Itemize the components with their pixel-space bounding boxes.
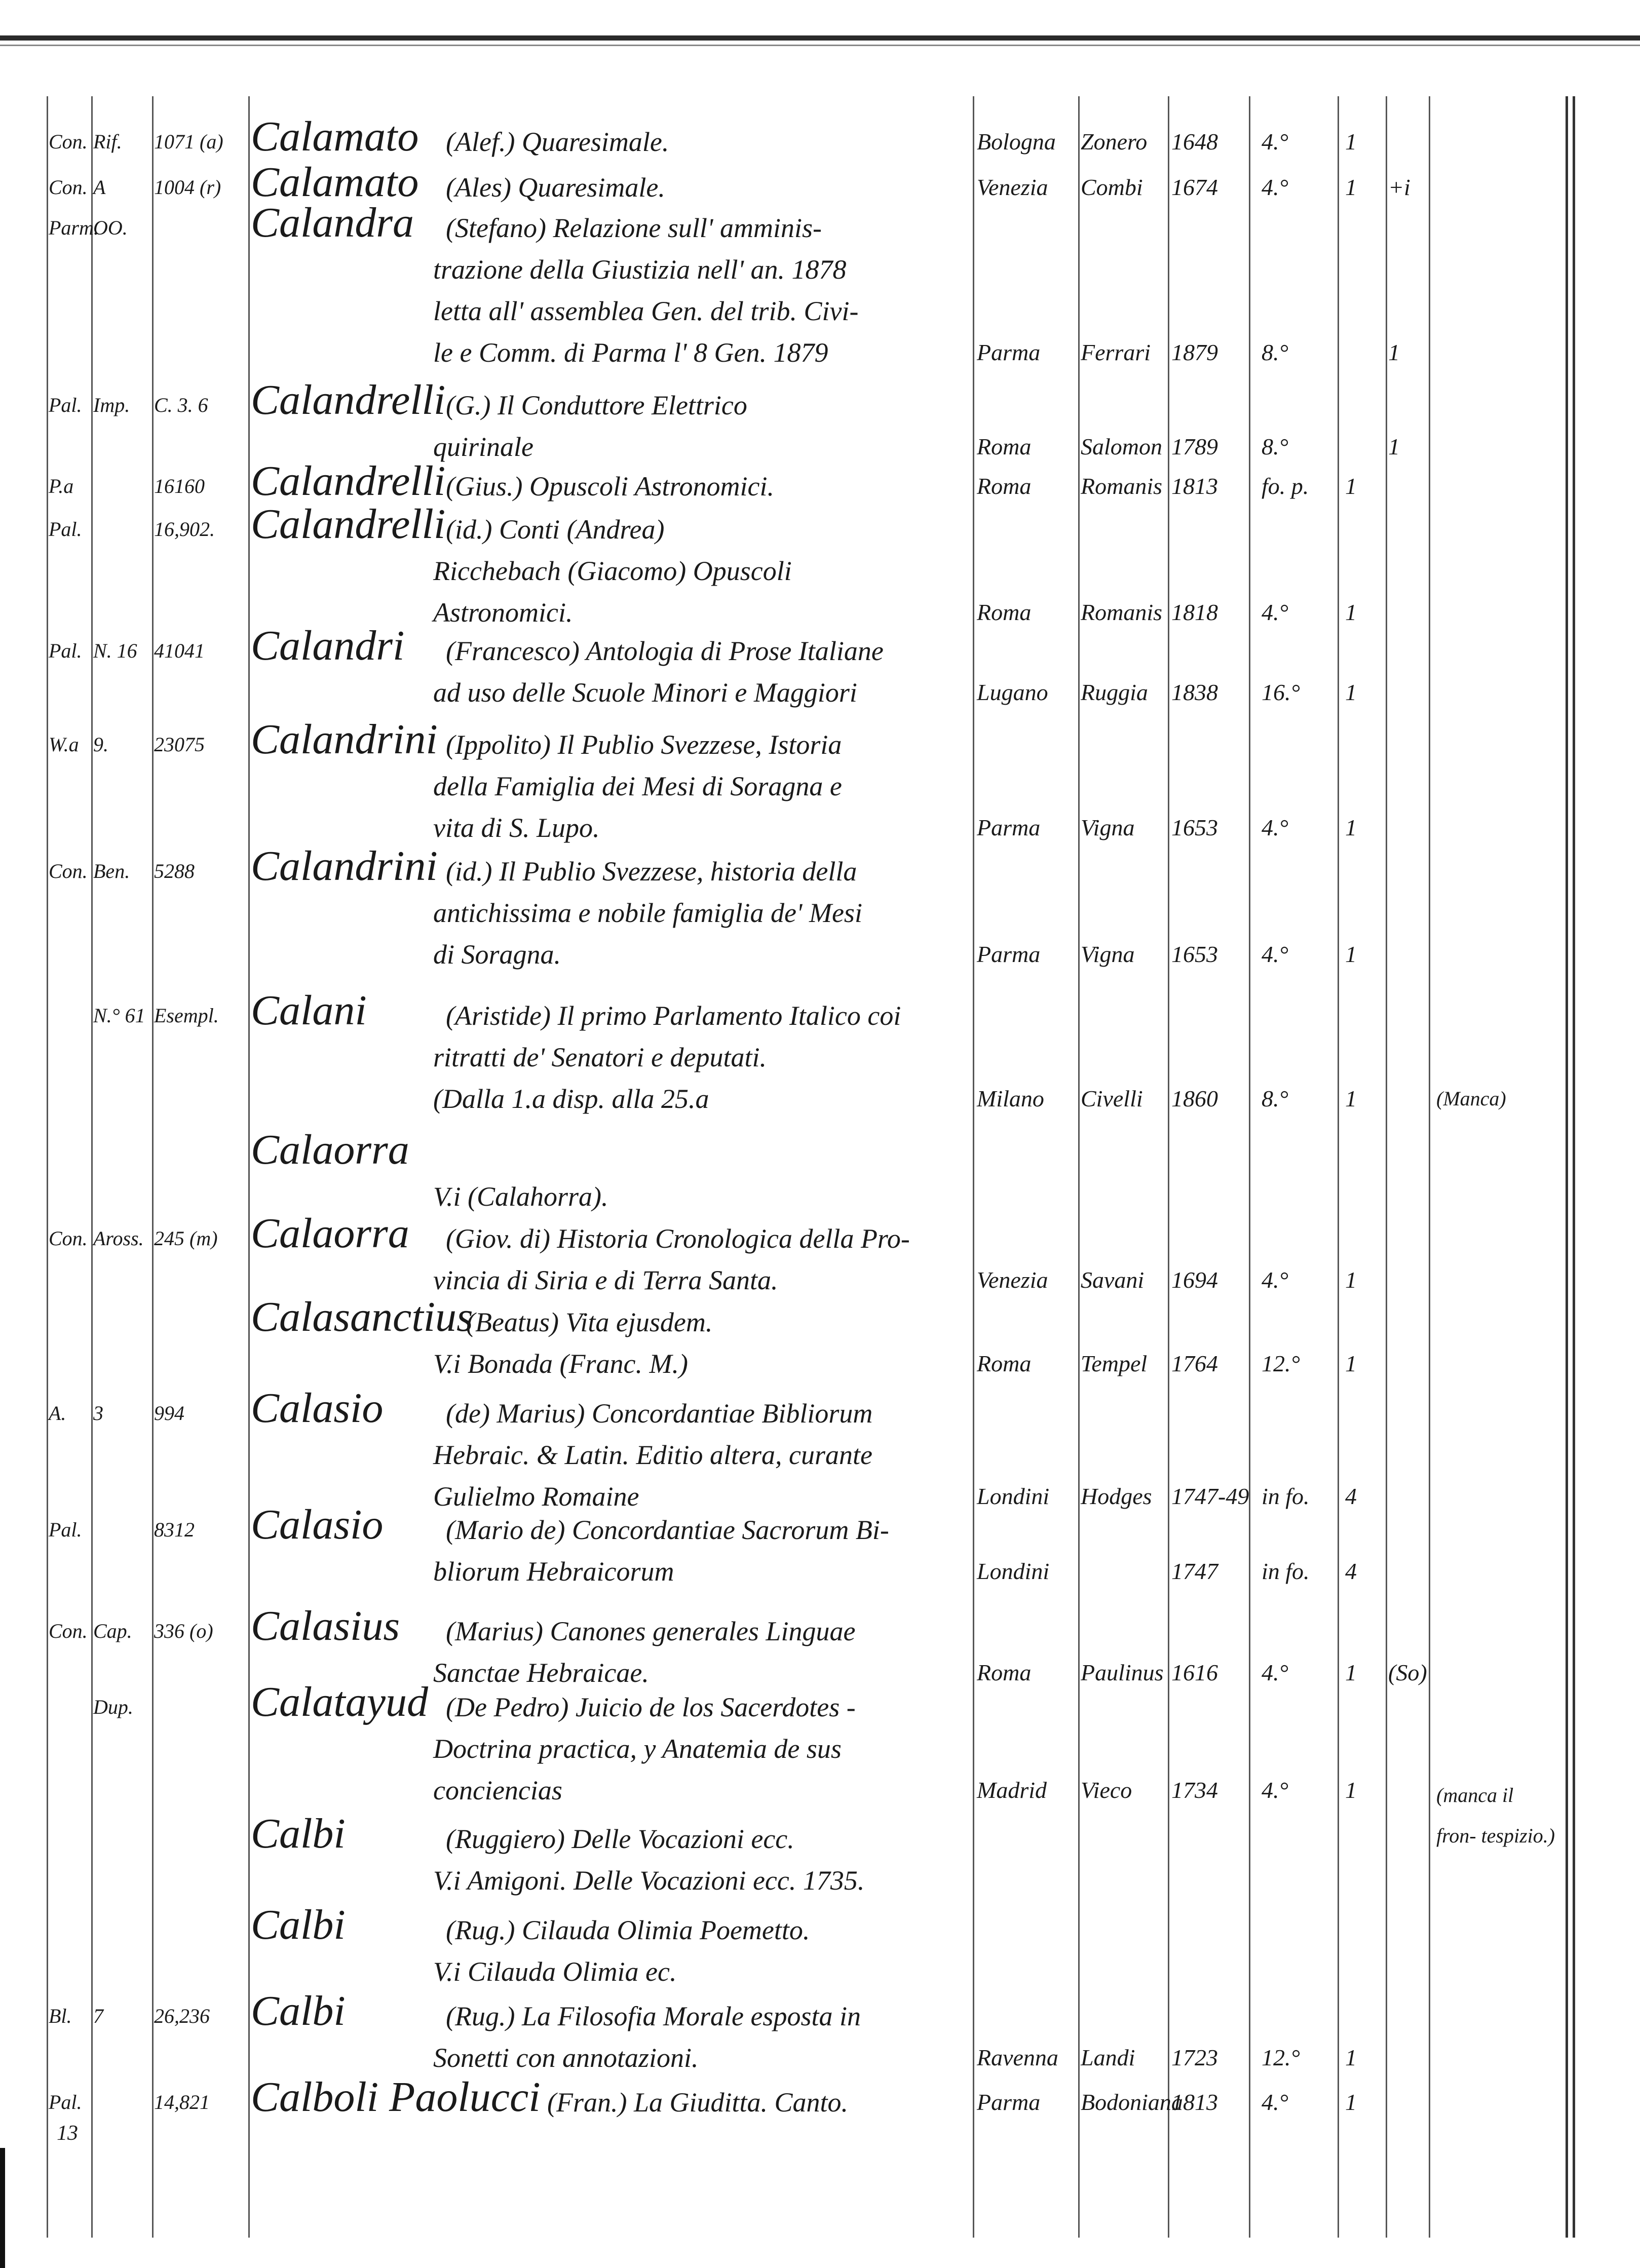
shelf-code: Con. (49, 860, 88, 882)
catalog-number: 8312 (154, 1518, 195, 1541)
title-text: (Francesco) Antologia di Prose Italiane (446, 636, 884, 666)
printer: Civelli (1081, 1086, 1143, 1111)
remark: (Manca) (1436, 1087, 1506, 1110)
title-continuation: ad uso delle Scuole Minori e Maggiori (433, 677, 857, 708)
catalog-number: 14,821 (154, 2091, 210, 2113)
printer: Tempel (1081, 1351, 1148, 1376)
year: 1813 (1171, 2089, 1218, 2115)
printer: Hodges (1081, 1483, 1152, 1509)
author-name: Calandrelli (251, 376, 446, 424)
author-name: Calasius (251, 1602, 400, 1649)
author-name: Calbi (251, 1901, 346, 1948)
year: 1860 (1171, 1086, 1218, 1111)
column-rule (1573, 96, 1575, 2238)
format: 12.° (1262, 1351, 1300, 1376)
format: fo. p. (1262, 473, 1309, 499)
year: 1747 (1171, 1558, 1218, 1584)
title-continuation: vita di S. Lupo. (433, 813, 600, 843)
volumes: 1 (1345, 473, 1357, 499)
year: 1879 (1171, 339, 1218, 365)
shelf-code: Con. (49, 130, 88, 153)
author-name: Calbi (251, 1810, 346, 1857)
title-text: (id.) Conti (Andrea) (446, 514, 665, 545)
shelf-code: Con. (49, 176, 88, 199)
title-text: (Gius.) Opuscoli Astronomici. (446, 471, 774, 502)
title-continuation: antichissima e nobile famiglia de' Mesi (433, 898, 862, 928)
volumes: 1 (1345, 1086, 1357, 1111)
shelf-code: P.a (49, 475, 74, 497)
format: 16.° (1262, 679, 1300, 705)
title-continuation: Doctrina practica, y Anatemia de sus (433, 1734, 842, 1764)
catalog-number: 994 (154, 1402, 184, 1425)
author-name: Calatayud (251, 1678, 428, 1725)
title-continuation: V.i Amigoni. Delle Vocazioni ecc. 1735. (433, 1865, 865, 1896)
title-continuation: di Soragna. (433, 939, 561, 970)
author-name: Calboli Paolucci (251, 2073, 541, 2121)
column-rule (47, 96, 48, 2238)
shelf-code: Pal. (49, 1518, 82, 1541)
title-continuation: della Famiglia dei Mesi di Soragna e (433, 771, 842, 801)
author-name: Calandrini (251, 842, 438, 890)
printer: Vigna (1081, 815, 1135, 840)
title-text: (Rug.) Cilauda Olimia Poemetto. (446, 1915, 810, 1945)
column-rule (1429, 96, 1430, 2238)
printer: Landi (1081, 2045, 1135, 2070)
volumes: 1 (1345, 679, 1357, 705)
copies: 1 (1388, 434, 1400, 459)
title-continuation: Sonetti con annotazioni. (433, 2043, 699, 2073)
title-continuation: le e Comm. di Parma l' 8 Gen. 1879 (433, 337, 828, 368)
shelf-section: Dup. (93, 1696, 133, 1718)
author-name: Calaorra (251, 1210, 409, 1257)
title-continuation: letta all' assemblea Gen. del trib. Civi- (433, 296, 859, 326)
format: 12.° (1262, 2045, 1300, 2070)
shelf-code: Pal. (49, 639, 82, 662)
title-text: (Mario de) Concordantiae Sacrorum Bi- (446, 1515, 889, 1545)
place-of-publication: Londini (977, 1483, 1050, 1509)
shelf-section: N. 16 (93, 639, 137, 662)
title-text: (G.) Il Conduttore Elettrico (446, 390, 747, 420)
shelf-section: Cap. (93, 1620, 132, 1642)
title-text: (de) Marius) Concordantiae Bibliorum (446, 1398, 873, 1429)
printer: Paulinus (1081, 1660, 1164, 1685)
title-continuation: quirinale (433, 432, 533, 462)
shelf-section: N.° 61 (93, 1004, 145, 1027)
place-of-publication: Ravenna (977, 2045, 1058, 2070)
year: 1648 (1171, 129, 1218, 155)
column-rule (973, 96, 974, 2238)
place-of-publication: Parma (977, 941, 1041, 967)
volumes: 1 (1345, 1777, 1357, 1803)
place-of-publication: Parma (977, 339, 1041, 365)
format: 4.° (1262, 1267, 1288, 1293)
title-continuation: bliorum Hebraicorum (433, 1556, 674, 1587)
author-name: Calandra (251, 199, 414, 246)
title-continuation: Hebraic. & Latin. Editio altera, curante (433, 1440, 872, 1470)
title-continuation: Ricchebach (Giacomo) Opuscoli (433, 556, 792, 586)
catalog-number: 16160 (154, 475, 205, 497)
title-text: (Fran.) La Giuditta. Canto. (547, 2087, 849, 2118)
year: 1616 (1171, 1660, 1218, 1685)
author-name: Calaorra (251, 1126, 409, 1173)
format: 4.° (1262, 174, 1288, 200)
title-continuation: Sanctae Hebraicae. (433, 1658, 649, 1688)
format: 4.° (1262, 941, 1288, 967)
catalog-number: 1071 (a) (154, 130, 223, 153)
title-text: (Rug.) La Filosofia Morale esposta in (446, 2001, 861, 2031)
volumes: 1 (1345, 2089, 1357, 2115)
title-continuation: V.i Cilauda Olimia ec. (433, 1956, 677, 1987)
author-name: Calandrelli (251, 457, 446, 505)
column-rule (1249, 96, 1250, 2238)
catalog-number: 5288 (154, 860, 195, 882)
printer: Savani (1081, 1267, 1145, 1293)
shelf-section: A (93, 176, 106, 199)
page-top-edge-line (0, 45, 1640, 46)
author-name: Calani (251, 987, 367, 1034)
shelf-section: Ben. (93, 860, 130, 882)
author-name: Calamato (251, 159, 419, 206)
shelf-section: Aross. (93, 1227, 144, 1250)
catalog-number: 245 (m) (154, 1227, 218, 1250)
volumes: 1 (1345, 2045, 1357, 2070)
shelf-section: 7 (93, 2005, 103, 2027)
year: 1734 (1171, 1777, 1218, 1803)
column-rule (1338, 96, 1339, 2238)
place-of-publication: Venezia (977, 174, 1048, 200)
author-name: Calandrini (251, 716, 438, 763)
volumes: 1 (1345, 174, 1357, 200)
year: 1789 (1171, 434, 1218, 459)
author-name: Calasio (251, 1385, 384, 1432)
volumes: 1 (1345, 1351, 1357, 1376)
format: in fo. (1262, 1558, 1310, 1584)
shelf-code: Con. (49, 1227, 88, 1250)
year: 1838 (1171, 679, 1218, 705)
year: 1764 (1171, 1351, 1218, 1376)
shelf-section: Imp. (93, 394, 130, 416)
title-continuation: Gulielmo Romaine (433, 1481, 639, 1512)
volumes: 1 (1345, 1660, 1357, 1685)
shelf-code: Parm. (49, 216, 99, 239)
printer: Combi (1081, 174, 1143, 200)
year: 1723 (1171, 2045, 1218, 2070)
catalog-number: 336 (o) (154, 1620, 213, 1642)
format: 8.° (1262, 339, 1288, 365)
catalog-number: 41041 (154, 639, 205, 662)
shelf-section: Rif. (93, 130, 122, 153)
title-continuation: conciencias (433, 1775, 562, 1805)
format: 4.° (1262, 1660, 1288, 1685)
author-name: Calasio (251, 1501, 384, 1548)
copies: +i (1388, 174, 1410, 200)
place-of-publication: Roma (977, 473, 1032, 499)
volumes: 4 (1345, 1558, 1357, 1584)
catalog-number: 26,236 (154, 2005, 210, 2027)
format: 4.° (1262, 1777, 1288, 1803)
author-name: Calbi (251, 1987, 346, 2034)
title-continuation: V.i (Calahorra). (433, 1181, 608, 1212)
place-of-publication: Lugano (977, 679, 1048, 705)
place-of-publication: Venezia (977, 1267, 1048, 1293)
year: 1818 (1171, 599, 1218, 625)
column-rule (1566, 96, 1568, 2238)
shelf-section: OO. (93, 216, 128, 239)
title-text: (Aristide) Il primo Parlamento Italico coi (446, 1001, 901, 1031)
title-text: (id.) Il Publio Svezzese, historia della (446, 856, 857, 887)
page-top-edge (0, 35, 1640, 41)
title-text: (Alef.) Quaresimale. (446, 127, 669, 157)
printer: Salomon (1081, 434, 1162, 459)
title-continuation: ritratti de' Senatori e deputati. (433, 1042, 767, 1072)
format: 4.° (1262, 2089, 1288, 2115)
place-of-publication: Roma (977, 1660, 1032, 1685)
page-number: 13 (57, 2122, 78, 2145)
year: 1674 (1171, 174, 1218, 200)
shelf-section: 9. (93, 733, 108, 756)
title-text: (De Pedro) Juicio de los Sacerdotes - (446, 1692, 856, 1722)
printer: Zonero (1081, 129, 1148, 155)
format: 8.° (1262, 1086, 1288, 1111)
title-continuation: trazione della Giustizia nell' an. 1878 (433, 254, 847, 285)
place-of-publication: Bologna (977, 129, 1056, 155)
place-of-publication: Milano (977, 1086, 1044, 1111)
title-text: (Ruggiero) Delle Vocazioni ecc. (446, 1824, 794, 1854)
title-continuation: vincia di Siria e di Terra Santa. (433, 1265, 778, 1295)
title-text: (Giov. di) Historia Cronologica della Pro- (446, 1223, 910, 1254)
page-left-edge (0, 2148, 5, 2268)
copies: (So) (1388, 1660, 1427, 1685)
printer: Ruggia (1081, 679, 1148, 705)
title-text: (Beatus) Vita ejusdem. (466, 1307, 713, 1337)
shelf-code: W.a (49, 733, 79, 756)
title-continuation: Astronomici. (433, 597, 573, 628)
column-rule (152, 96, 154, 2238)
place-of-publication: Roma (977, 599, 1032, 625)
author-name: Calamato (251, 113, 419, 160)
author-name: Calandri (251, 622, 405, 669)
printer: Ferrari (1081, 339, 1151, 365)
format: 4.° (1262, 815, 1288, 840)
shelf-section: 3 (93, 1402, 103, 1425)
column-rule (1386, 96, 1387, 2238)
printer: Romanis (1081, 473, 1162, 499)
catalog-number: C. 3. 6 (154, 394, 208, 416)
year: 1653 (1171, 941, 1218, 967)
title-continuation: (Dalla 1.a disp. alla 25.a (433, 1084, 709, 1114)
year: 1653 (1171, 815, 1218, 840)
shelf-code: A. (49, 1402, 66, 1425)
printer: Vieco (1081, 1777, 1132, 1803)
shelf-code: Pal. (49, 518, 82, 541)
column-rule (1078, 96, 1080, 2238)
place-of-publication: Madrid (977, 1777, 1047, 1803)
catalog-number: 1004 (r) (154, 176, 221, 199)
shelf-code: Con. (49, 1620, 88, 1642)
year: 1813 (1171, 473, 1218, 499)
copies: 1 (1388, 339, 1400, 365)
title-text: (Stefano) Relazione sull' amminis- (446, 213, 822, 243)
catalog-number: 16,902. (154, 518, 215, 541)
author-name: Calandrelli (251, 501, 446, 548)
shelf-code: Bl. (49, 2005, 72, 2027)
printer: Bodoniana (1081, 2089, 1183, 2115)
catalog-number: Esempl. (154, 1004, 219, 1027)
title-continuation: V.i Bonada (Franc. M.) (433, 1349, 688, 1379)
format: 8.° (1262, 434, 1288, 459)
volumes: 1 (1345, 129, 1357, 155)
title-text: (Ippolito) Il Publio Svezzese, Istoria (446, 729, 842, 760)
title-text: (Marius) Canones generales Linguae (446, 1616, 856, 1646)
place-of-publication: Londini (977, 1558, 1050, 1584)
volumes: 1 (1345, 1267, 1357, 1293)
place-of-publication: Parma (977, 815, 1041, 840)
shelf-code: Pal. (49, 394, 82, 416)
place-of-publication: Roma (977, 1351, 1032, 1376)
catalog-number: 23075 (154, 733, 205, 756)
year: 1694 (1171, 1267, 1218, 1293)
column-rule (91, 96, 93, 2238)
title-text: (Ales) Quaresimale. (446, 172, 665, 203)
format: 4.° (1262, 129, 1288, 155)
author-name: Calasanctius (251, 1293, 473, 1340)
volumes: 4 (1345, 1483, 1357, 1509)
year: 1747-49 (1171, 1483, 1249, 1509)
column-rule (1168, 96, 1169, 2238)
volumes: 1 (1345, 599, 1357, 625)
volumes: 1 (1345, 941, 1357, 967)
remark: (manca il fron- tespizio.) (1436, 1784, 1555, 1847)
format: 4.° (1262, 599, 1288, 625)
volumes: 1 (1345, 815, 1357, 840)
format: in fo. (1262, 1483, 1310, 1509)
shelf-code: Pal. (49, 2091, 82, 2113)
column-rule (248, 96, 250, 2238)
place-of-publication: Roma (977, 434, 1032, 459)
printer: Vigna (1081, 941, 1135, 967)
place-of-publication: Parma (977, 2089, 1041, 2115)
printer: Romanis (1081, 599, 1162, 625)
